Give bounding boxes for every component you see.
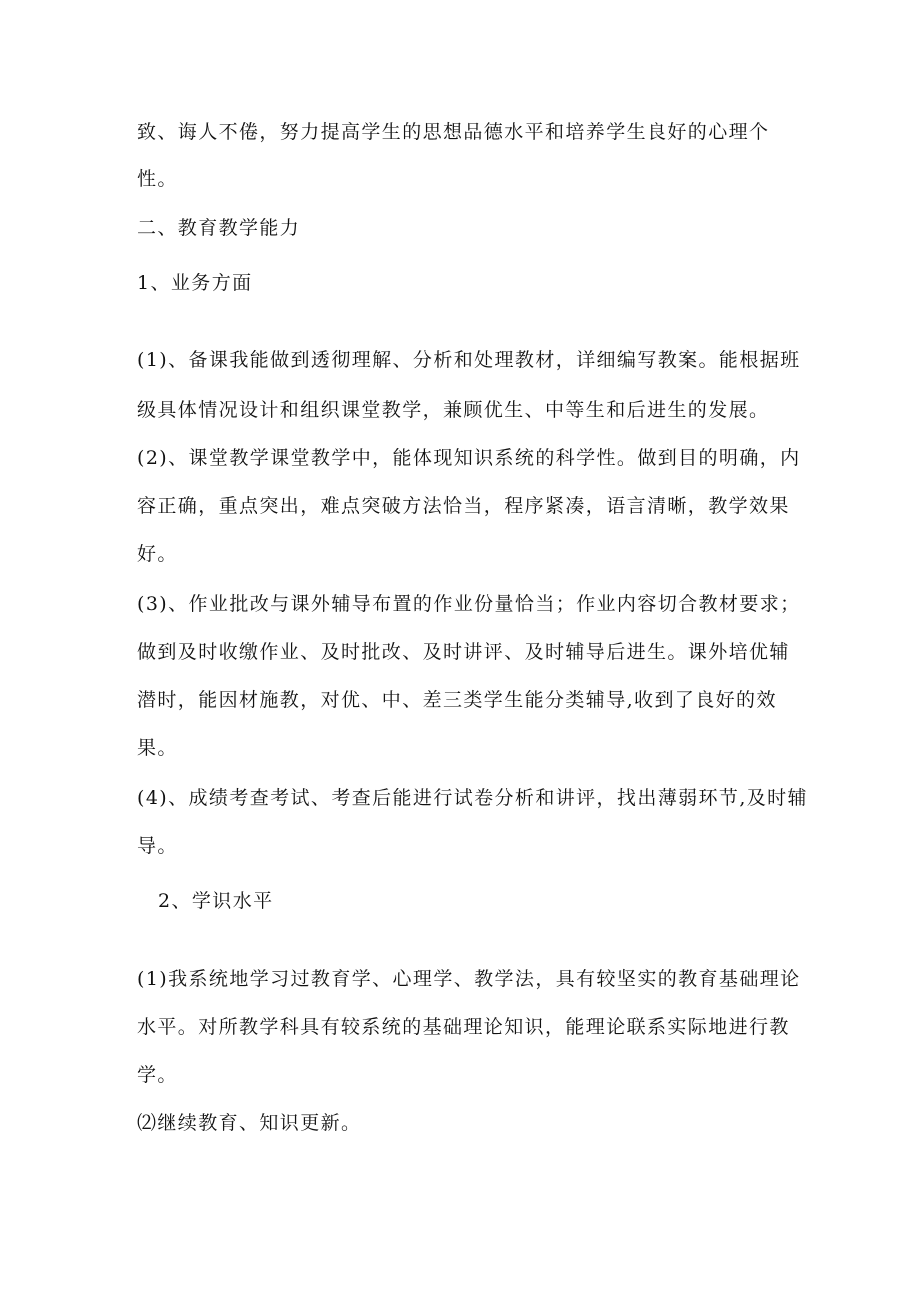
paragraph-line: 级具体情况设计和组织课堂教学，兼顾优生、中等生和后进生的发展。	[137, 399, 770, 421]
paragraph-line: (1)我系统地学习过教育学、心理学、教学法，具有较坚实的教育基础理论	[137, 968, 801, 990]
paragraph-line: 果。	[137, 737, 178, 759]
paragraph-line: 致、诲人不倦，努力提高学生的思想品德水平和培养学生良好的心理个	[137, 121, 770, 143]
section-heading: 二、教育教学能力	[137, 217, 301, 239]
paragraph-line: (1)、备课我能做到透彻理解、分析和处理教材，详细编写教案。能根据班	[137, 349, 801, 371]
subsection-heading: 1、业务方面	[137, 272, 253, 294]
paragraph-line: ⑵继续教育、知识更新。	[137, 1112, 362, 1134]
paragraph-line: (3)、作业批改与课外辅导布置的作业份量恰当；作业内容切合教材要求；	[137, 593, 801, 615]
paragraph-line: 做到及时收缴作业、及时批改、及时讲评、及时辅导后进生。课外培优辅	[137, 641, 790, 663]
paragraph-line: 好。	[137, 543, 178, 565]
paragraph-line: 水平。对所教学科具有较系统的基础理论知识，能理论联系实际地进行教	[137, 1016, 790, 1038]
paragraph-line: (2)、课堂教学课堂教学中，能体现知识系统的科学性。做到目的明确，内	[137, 447, 801, 469]
subsection-heading: 2、学识水平	[158, 890, 274, 912]
paragraph-line: 潜时，能因材施教，对优、中、差三类学生能分类辅导,收到了良好的效	[137, 689, 777, 711]
paragraph-line: 学。	[137, 1064, 178, 1086]
paragraph-line: 性。	[137, 168, 178, 190]
paragraph-line: (4)、成绩考查考试、考查后能进行试卷分析和讲评，找出薄弱环节,及时辅	[137, 787, 808, 809]
paragraph-line: 导。	[137, 835, 178, 857]
paragraph-line: 容正确，重点突出，难点突破方法恰当，程序紧凑，语言清晰，教学效果	[137, 495, 790, 517]
